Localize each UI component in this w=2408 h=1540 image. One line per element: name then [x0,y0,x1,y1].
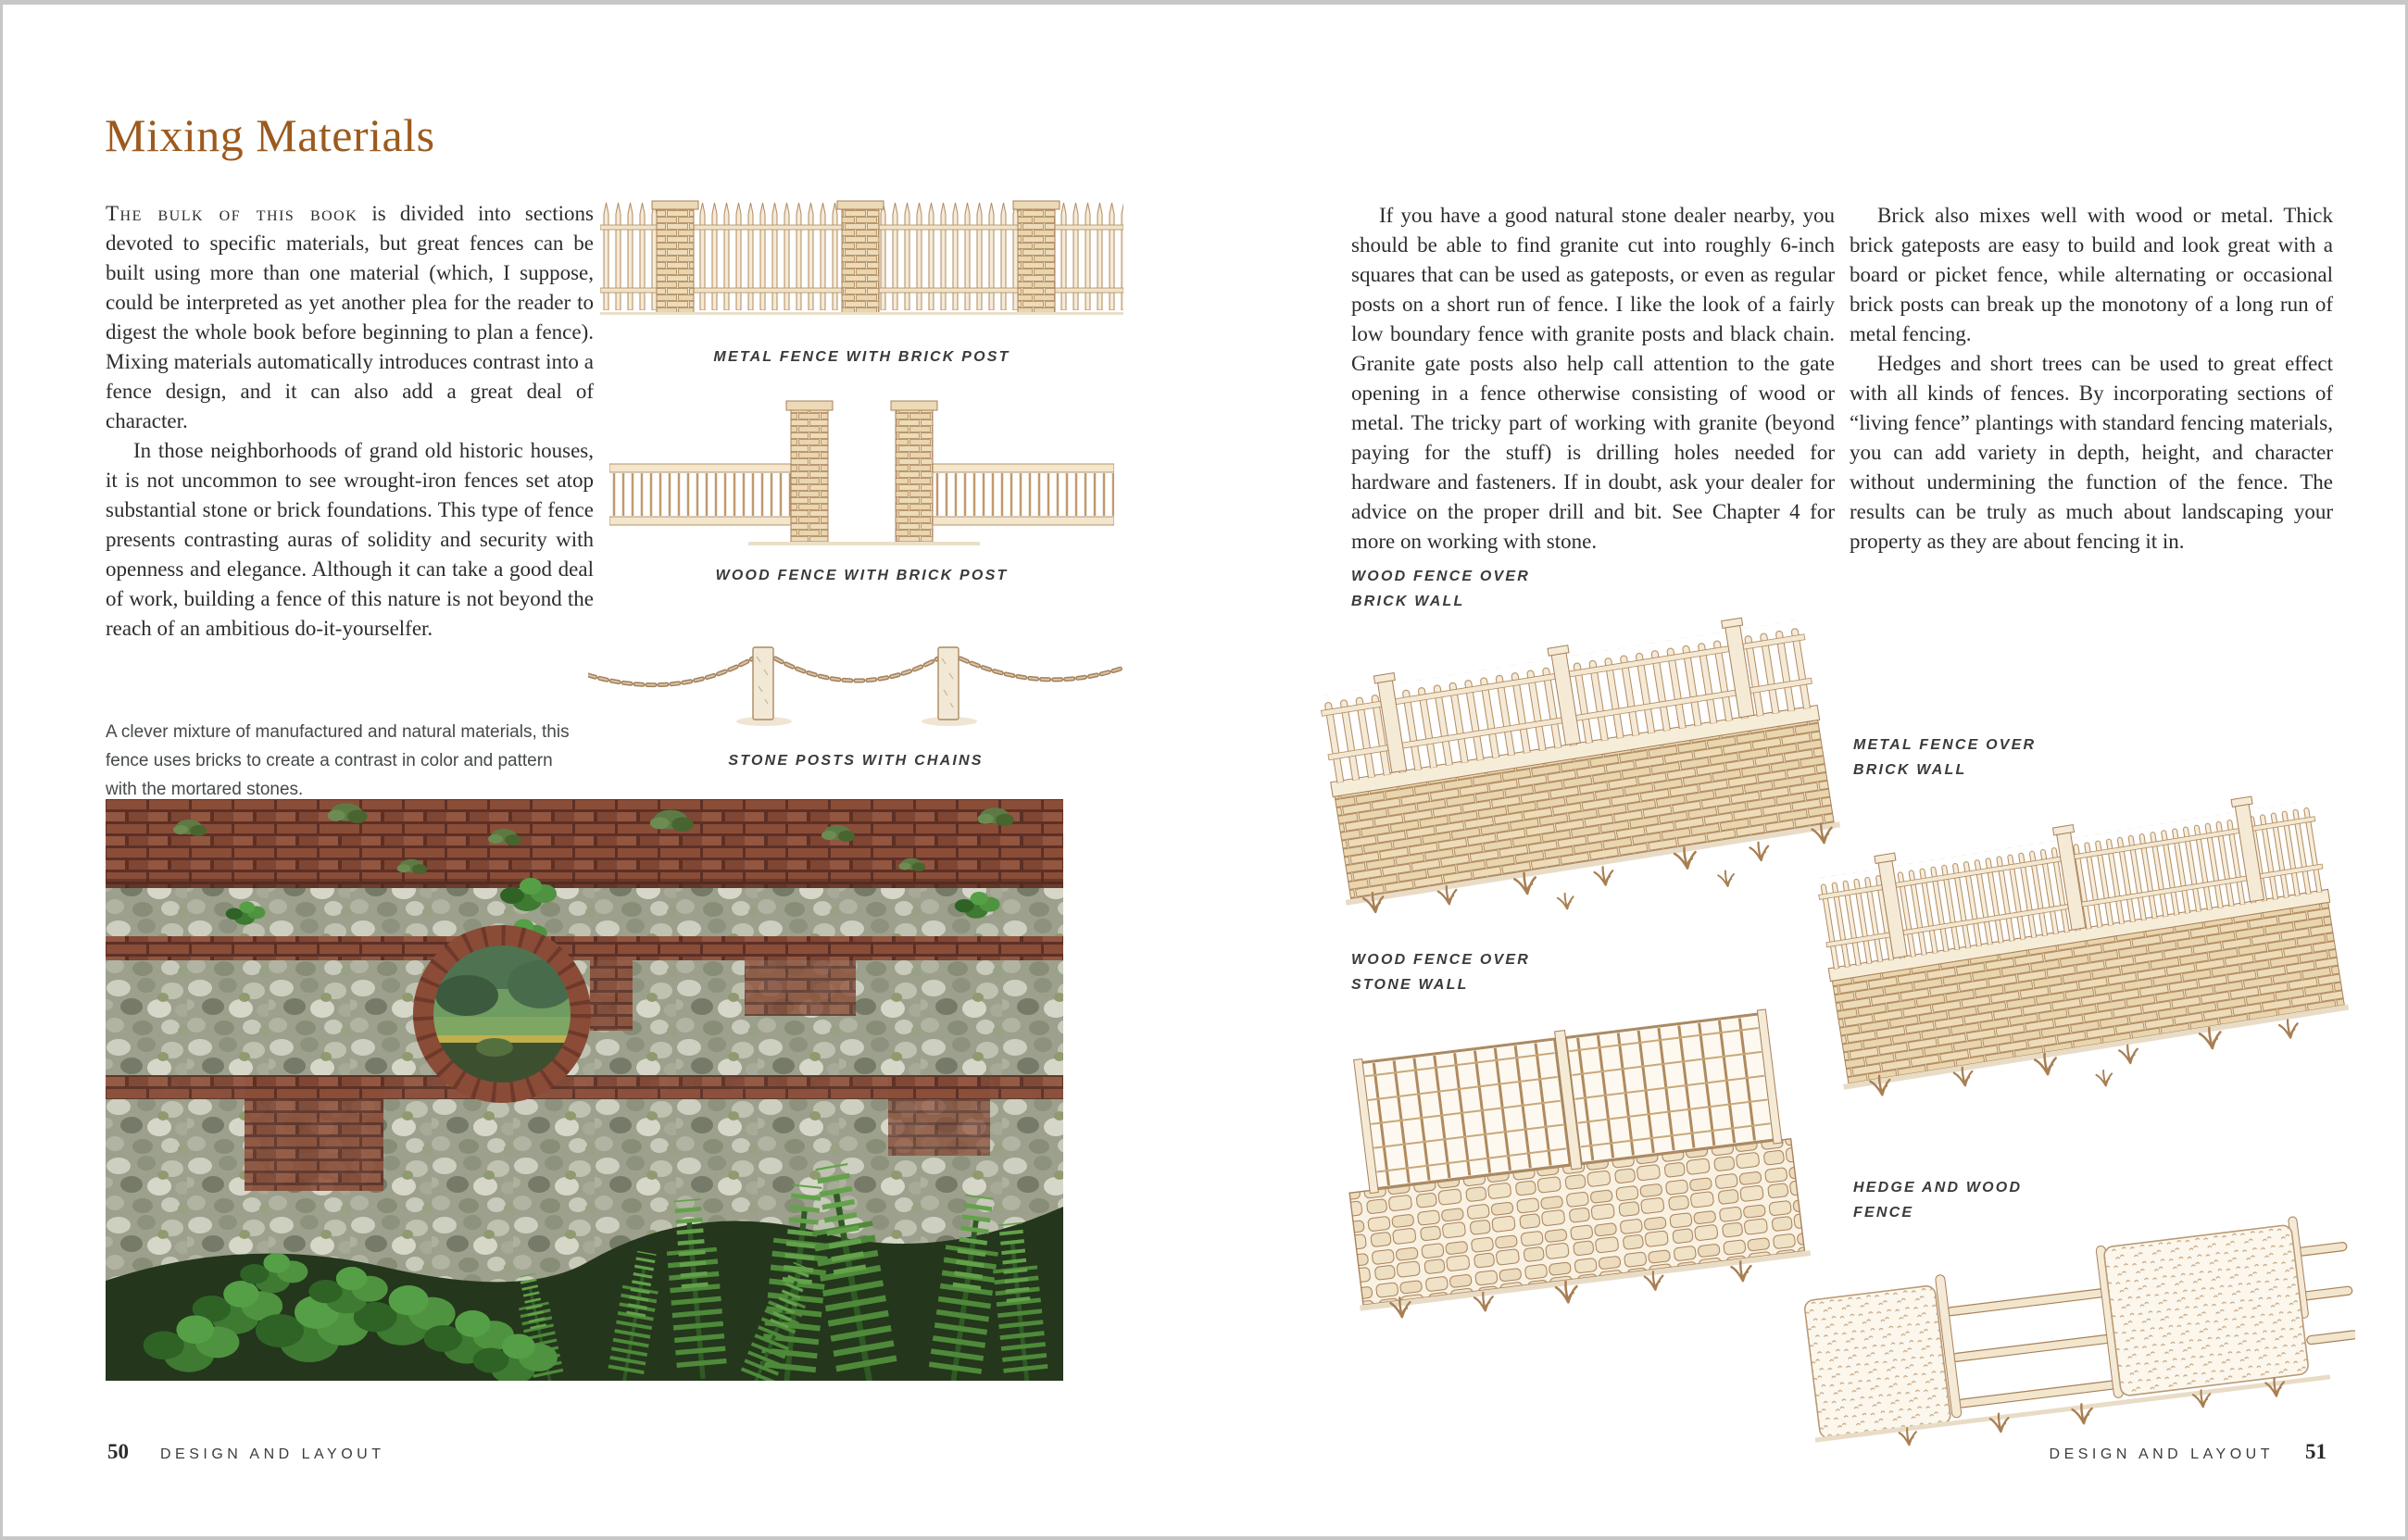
intro-paragraph-1-text: is divided into sections devoted to specific materials, but great fences can be built using more than one material (which, I suppose, could be interpreted as yet another plea for the reader to digest the whole book before beginning to plan a fence). Mixing materials automatically introduces contrast into a fence design, and it can also add a great deal of character. [106,202,594,432]
figure-stone-posts-with-chains [588,638,1123,770]
figure-label-line: BRICK WALL [1853,762,1967,778]
figure-label-wood-fence-over-stone-wall [1351,947,1530,997]
figure-wood-fence-with-brick-post [609,394,1114,584]
footer-right [2050,1440,2326,1464]
page-spread-background [3,5,2405,1536]
wood-fence-over-stone-wall-illustration [1311,992,1829,1334]
page-number-left: 50 [107,1440,129,1463]
wall-photo [106,799,1063,1381]
granite-paragraph: If you have a good natural stone dealer nearby, you should be able to find granite cut into roughly 6-inch squares that can be used as gateposts, or even as regular posts on a short run of fence. I like the look of a fairly low boundary fence with granite posts and black chain. Granite gate posts also help call attention to the gate opening in a fence otherwise consisting of wood or metal. The tricky part of working with granite (beyond paying for the stuff) is drilling holes needed for hardware and fasteners. If in doubt, ask your dealer for advice on the proper drill and bit. See Chapter 4 for more on working with stone. [1351,204,1835,553]
brick-paragraph: Brick also mixes well with wood or metal. Thick brick gateposts are easy to build and look great with a board or picket fence, while alternating or occasional brick posts can break up the monotony of a long run of metal fencing. [1850,204,2333,345]
figure-label-wood-fence-with-brick-post: WOOD FENCE WITH BRICK POST [715,568,1009,583]
page-number-right: 51 [2305,1440,2326,1463]
figure-label-metal-fence-with-brick-post: METAL FENCE WITH BRICK POST [713,349,1010,365]
figure-label-line: FENCE [1853,1205,1914,1221]
figure-metal-fence-with-brick-post [600,197,1123,366]
figure-label-line: WOOD FENCE OVER [1351,952,1531,968]
lead-in-small-caps: The bulk of this book [106,202,358,225]
footer-left [107,1440,384,1464]
hedge-and-wood-fence-illustration [1804,1201,2355,1465]
metal-fence-over-brick-wall-illustration [1804,764,2355,1107]
photo-caption: A clever mixture of manufactured and natural materials, this fence uses bricks to create a contrast in color and pattern with the mortared stones. [106,722,570,799]
figure-label-line: WOOD FENCE OVER [1351,569,1531,584]
intro-text-column [106,199,594,644]
stone-posts-with-chains-illustration [588,638,1123,731]
figure-label-stone-posts-with-chains: STONE POSTS WITH CHAINS [728,753,984,769]
wall-photo-image [106,799,1063,1381]
intro-paragraph-1 [106,199,594,436]
right-column-2 [1850,201,2333,557]
figure-label-line: METAL FENCE OVER [1853,737,2037,753]
figure-label-line: STONE WALL [1351,977,1469,993]
figure-wood-fence-over-brick-wall [1307,586,1844,920]
figure-hedge-and-wood-fence [1804,1201,2355,1465]
chapter-title: Mixing Materials [105,109,435,161]
wood-fence-with-brick-post-illustration [609,394,1114,549]
hedges-paragraph: Hedges and short trees can be used to great effect with all kinds of fences. By incorporating sections of “living fence” plantings with standard fencing materials, you can add variety in depth, height, and character without undermining the function of the fence. The results can be truly as much about landscaping your property as they are about fencing it in. [1850,352,2333,553]
figure-wood-fence-over-stone-wall [1311,992,1829,1334]
figure-label-line: BRICK WALL [1351,594,1465,609]
intro-paragraph-2: In those neighborhoods of grand old historic houses, it is not uncommon to see wrought-iron fences set atop substantial stone or brick foundations. This type of fence presents contrasting auras of solidity and security with openness and elegance. Although it can take a good deal of work, building a fence of this nature is not beyond the reach of an ambitious do-it-yourselfer. [106,439,594,640]
running-head-right: DESIGN AND LAYOUT [2049,1446,2274,1462]
right-column-1 [1351,201,1835,557]
figure-label-line: HEDGE AND WOOD [1853,1180,2023,1196]
running-head-left: DESIGN AND LAYOUT [160,1446,385,1462]
wood-fence-over-brick-wall-illustration [1307,586,1844,920]
metal-fence-with-brick-post-illustration [600,197,1123,325]
figure-metal-fence-over-brick-wall [1804,764,2355,1107]
